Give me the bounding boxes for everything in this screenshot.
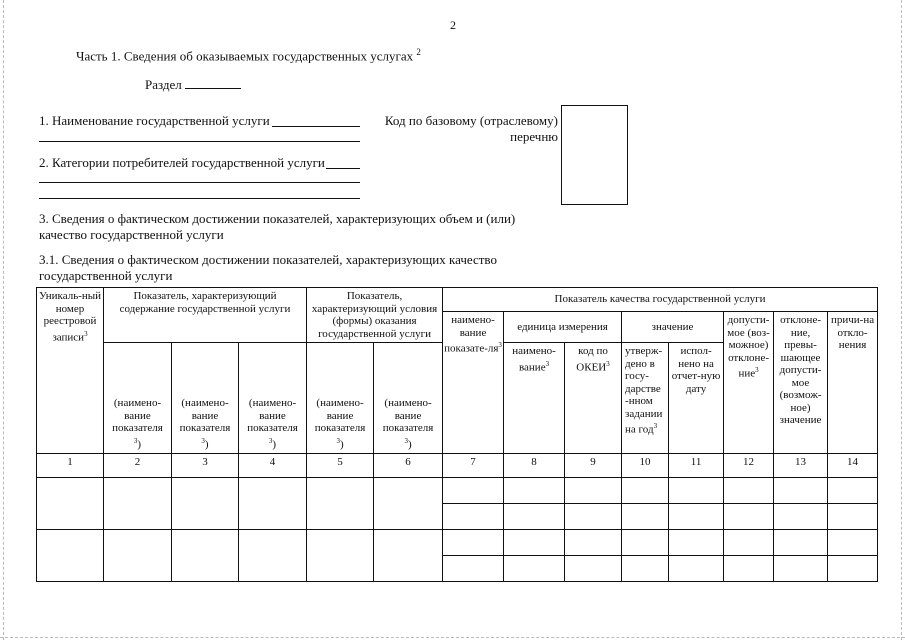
field2-blank[interactable] bbox=[326, 168, 360, 169]
col-number: 6 bbox=[374, 454, 443, 478]
col-number: 9 bbox=[565, 454, 622, 478]
col-number: 7 bbox=[443, 454, 504, 478]
field1-blank[interactable] bbox=[272, 126, 360, 127]
col-number: 3 bbox=[172, 454, 239, 478]
table-cell[interactable] bbox=[724, 478, 774, 504]
header-value: значение bbox=[622, 312, 724, 343]
table-cell[interactable] bbox=[622, 530, 669, 556]
table-cell[interactable] bbox=[724, 556, 774, 582]
part-title-text: Часть 1. Сведения об оказываемых государственных услугах bbox=[76, 48, 414, 64]
subheader-content-2: (наимено-вание показателя $^3$) bbox=[172, 343, 239, 454]
table-cell[interactable] bbox=[669, 556, 724, 582]
header-executed-value: испол-нено на отчет-ную дату bbox=[669, 343, 724, 454]
left-page-edge bbox=[3, 0, 4, 640]
table-cell[interactable] bbox=[622, 504, 669, 530]
table-cell[interactable] bbox=[828, 556, 878, 582]
table-cell[interactable] bbox=[443, 556, 504, 582]
header-unit: единица измерения bbox=[504, 312, 622, 343]
table-cell[interactable] bbox=[504, 478, 565, 504]
header-content-indicator: Показатель, характеризующий содержание государственной услуги bbox=[104, 288, 307, 343]
section-line bbox=[145, 77, 241, 93]
table-cell[interactable] bbox=[374, 530, 443, 582]
page-number: 2 bbox=[450, 18, 456, 32]
col-number: 8 bbox=[504, 454, 565, 478]
table-cell[interactable] bbox=[774, 478, 828, 504]
table-cell[interactable] bbox=[504, 556, 565, 582]
table-cell[interactable] bbox=[307, 530, 374, 582]
header-allowed-deviation: допусти-мое (воз-можное) отклоне-ние$^3$ bbox=[724, 312, 774, 454]
table-cell[interactable] bbox=[37, 478, 104, 530]
subheader-content-1: (наимено-вание показателя $^3$) bbox=[104, 343, 172, 454]
header-unit-name: наимено-вание$^3$ bbox=[504, 343, 565, 454]
part-title-note: 2 bbox=[416, 47, 421, 57]
table-cell[interactable] bbox=[307, 478, 374, 530]
table-cell[interactable] bbox=[669, 504, 724, 530]
col-number: 2 bbox=[104, 454, 172, 478]
table-cell[interactable] bbox=[774, 504, 828, 530]
subheader-conditions-1: (наимено-вание показателя $^3$) bbox=[307, 343, 374, 454]
table-cell[interactable] bbox=[565, 556, 622, 582]
right-page-edge bbox=[901, 0, 902, 640]
header-okei-code: код по ОКЕИ$^3$ bbox=[565, 343, 622, 454]
header-conditions-indicator: Показатель, характеризующий условия (формы) оказания государственной услуги bbox=[307, 288, 443, 343]
table-cell[interactable] bbox=[565, 530, 622, 556]
code-box[interactable] bbox=[561, 105, 628, 205]
col-number: 4 bbox=[239, 454, 307, 478]
table-cell[interactable] bbox=[104, 478, 172, 530]
table-cell[interactable] bbox=[669, 530, 724, 556]
table-row bbox=[37, 530, 878, 556]
part-title bbox=[76, 47, 421, 64]
table-cell[interactable] bbox=[724, 504, 774, 530]
header-indicator-name: наимено-вание показате-$ля^3$ bbox=[443, 312, 504, 454]
table-cell[interactable] bbox=[443, 530, 504, 556]
table-cell[interactable] bbox=[565, 478, 622, 504]
col-number: 10 bbox=[622, 454, 669, 478]
col-number: 13 bbox=[774, 454, 828, 478]
header-approved-value: утверж-дено в госу-дарстве -нном задании на год$^3$ bbox=[622, 343, 669, 454]
header-deviation-reason: причи-на откло-нения bbox=[828, 312, 878, 454]
section-blank[interactable] bbox=[185, 88, 241, 89]
section-label: Раздел bbox=[145, 77, 182, 92]
table-cell[interactable] bbox=[37, 530, 104, 582]
header-exceeding-deviation: отклоне-ние, превы-шающее допусти-мое (возмож-ное) значение bbox=[774, 312, 828, 454]
col-number: 1 bbox=[37, 454, 104, 478]
col-number: 11 bbox=[669, 454, 724, 478]
header-quality-indicator: Показатель качества государственной услуги bbox=[443, 288, 878, 312]
table-cell[interactable] bbox=[172, 478, 239, 530]
field2-blank-2[interactable] bbox=[39, 182, 360, 183]
table-cell[interactable] bbox=[774, 530, 828, 556]
subheader-content-3: (наимено-вание показателя $^3$) bbox=[239, 343, 307, 454]
table-cell[interactable] bbox=[828, 530, 878, 556]
table-cell[interactable] bbox=[504, 530, 565, 556]
col-number: 12 bbox=[724, 454, 774, 478]
table-cell[interactable] bbox=[504, 504, 565, 530]
table-cell[interactable] bbox=[374, 478, 443, 530]
table-cell[interactable] bbox=[724, 530, 774, 556]
table-cell[interactable] bbox=[443, 504, 504, 530]
col-number: 5 bbox=[307, 454, 374, 478]
table-cell[interactable] bbox=[172, 530, 239, 582]
table-cell[interactable] bbox=[828, 504, 878, 530]
table-cell[interactable] bbox=[565, 504, 622, 530]
bottom-page-edge bbox=[0, 637, 905, 638]
table-cell[interactable] bbox=[239, 478, 307, 530]
table-row bbox=[37, 478, 878, 504]
table-cell[interactable] bbox=[239, 530, 307, 582]
section31-text: 3.1. Сведения о фактическом достижении показателей, характеризующих качество государственной услуги bbox=[39, 252, 497, 283]
table-cell[interactable] bbox=[669, 478, 724, 504]
header-unique-number: Уникаль-ный номер реестровой записи$^3$ bbox=[37, 288, 104, 454]
column-number-row bbox=[37, 454, 878, 478]
field1-label: 1. Наименование государственной услуги bbox=[39, 113, 270, 128]
quality-table bbox=[36, 287, 878, 582]
table-cell[interactable] bbox=[774, 556, 828, 582]
field2-blank-3[interactable] bbox=[39, 198, 360, 199]
table-cell[interactable] bbox=[622, 556, 669, 582]
table-cell[interactable] bbox=[104, 530, 172, 582]
table-cell[interactable] bbox=[443, 478, 504, 504]
subheader-conditions-2: (наимено-вание показателя $^3$) bbox=[374, 343, 443, 454]
code-label: Код по базовому (отраслевому) перечню bbox=[384, 113, 558, 144]
field1-blank-2[interactable] bbox=[39, 141, 360, 142]
field2-label: 2. Категории потребителей государственной услуги bbox=[39, 155, 325, 170]
table-cell[interactable] bbox=[622, 478, 669, 504]
col-number: 14 bbox=[828, 454, 878, 478]
section3-text: 3. Сведения о фактическом достижении показателей, характеризующих объем и (или) качество государственной услуги bbox=[39, 211, 516, 242]
table-cell[interactable] bbox=[828, 478, 878, 504]
